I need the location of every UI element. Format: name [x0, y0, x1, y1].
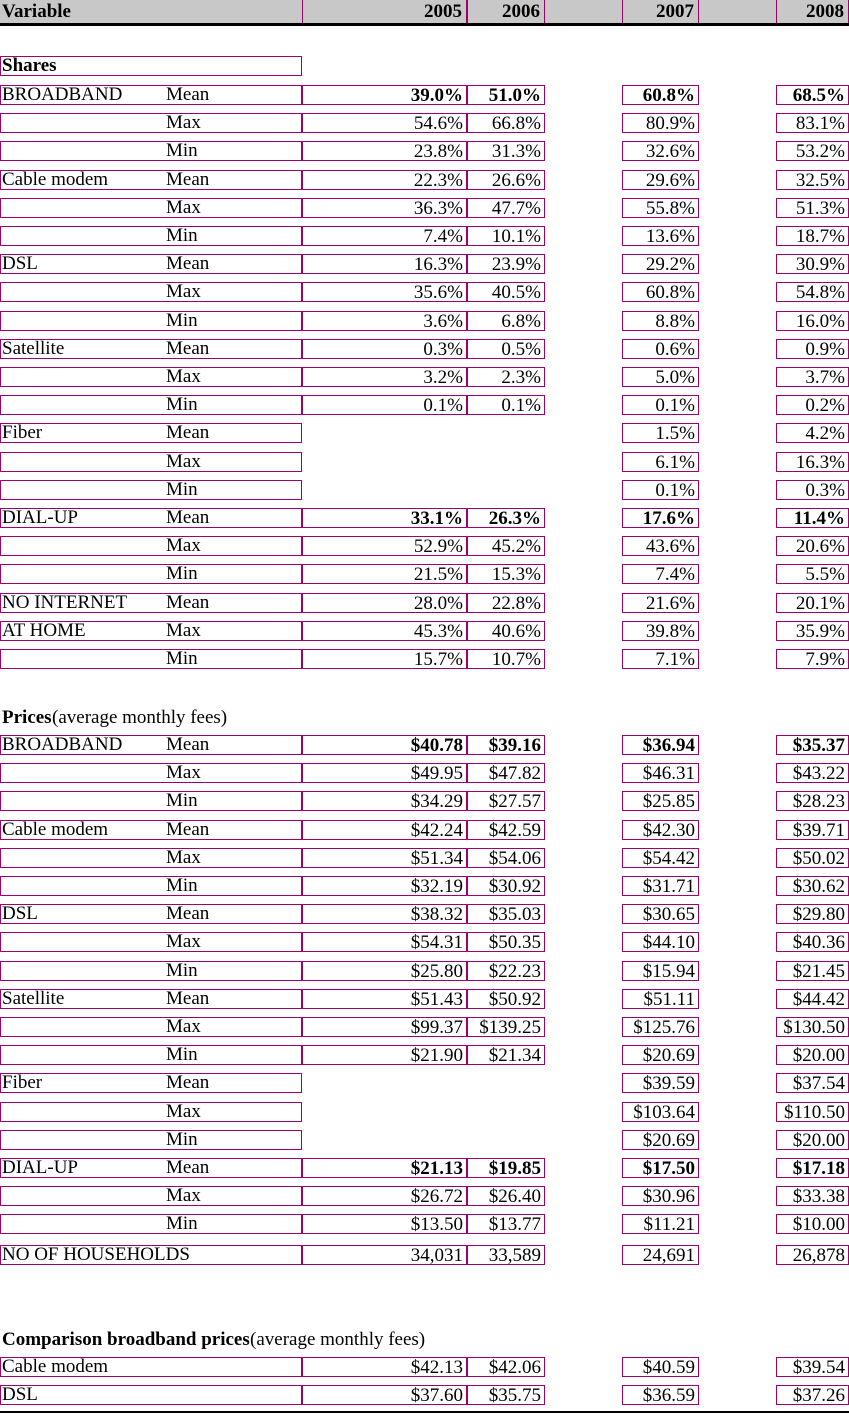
value-cell-2006: $35.03 — [467, 904, 545, 924]
row-stat-label: Mean — [166, 1072, 210, 1094]
comparison-title: Comparison broadband prices — [2, 1329, 250, 1350]
row-label-box — [0, 848, 302, 868]
value-cell-2005: 54.6% — [302, 113, 467, 133]
value-cell-2007: 29.2% — [622, 254, 699, 274]
row-label-box — [0, 254, 302, 274]
row-label-box — [0, 367, 302, 387]
comparison-value-2007: $40.59 — [622, 1357, 699, 1377]
value-cell-2005: $42.24 — [302, 820, 467, 840]
value-cell-2008: 20.1% — [776, 593, 849, 613]
row-stat-label: Min — [166, 1128, 198, 1150]
value-cell-2008: $20.00 — [776, 1130, 849, 1150]
value-cell-2008: 5.5% — [776, 564, 849, 584]
value-cell-2007: 0.1% — [622, 395, 699, 415]
row-label-box — [0, 904, 302, 924]
prices-title: Prices — [2, 707, 52, 728]
row-stat-label: Mean — [166, 168, 210, 190]
row-group-label: Satellite — [2, 337, 65, 359]
value-cell-2006: $30.92 — [467, 876, 545, 896]
value-cell-2005: 23.8% — [302, 141, 467, 161]
value-cell-2006: $47.82 — [467, 763, 545, 783]
value-cell-2007: 60.8% — [622, 282, 699, 302]
header-year-2006: 2006 — [467, 0, 545, 23]
value-cell-2007: 6.1% — [622, 452, 699, 472]
value-cell-2008: $10.00 — [776, 1214, 849, 1234]
value-cell-2008: 54.8% — [776, 282, 849, 302]
row-stat-label: Min — [166, 1044, 198, 1066]
households-label: NO OF HOUSEHOLDS — [2, 1244, 190, 1265]
row-stat-label: Mean — [166, 253, 210, 275]
value-cell-2008: 32.5% — [776, 170, 849, 190]
value-cell-2008: $20.00 — [776, 1045, 849, 1065]
row-stat-label: Min — [166, 790, 198, 812]
value-cell-2006: 6.8% — [467, 311, 545, 331]
row-label-box — [0, 395, 302, 415]
comparison-subtitle: (average monthly fees) — [250, 1329, 426, 1350]
value-cell-2008: 0.2% — [776, 395, 849, 415]
value-cell-2007: $51.11 — [622, 989, 699, 1009]
value-cell-2008: 7.9% — [776, 649, 849, 669]
value-cell-2006: 23.9% — [467, 254, 545, 274]
row-label-box — [0, 452, 302, 472]
value-cell-2005: 7.4% — [302, 226, 467, 246]
row-stat-label: Min — [166, 563, 198, 585]
row-stat-label: Mean — [166, 734, 210, 755]
row-label-box — [0, 649, 302, 669]
value-cell-2007: $36.94 — [622, 735, 699, 755]
value-cell-2008: $130.50 — [776, 1017, 849, 1037]
value-cell-2005: 45.3% — [302, 621, 467, 641]
row-stat-label: Min — [166, 959, 198, 981]
value-cell-2006: $13.77 — [467, 1214, 545, 1234]
value-cell-2006: $42.59 — [467, 820, 545, 840]
row-label-box — [0, 564, 302, 584]
value-cell-2006: $27.57 — [467, 791, 545, 811]
row-stat-label: Max — [166, 931, 201, 953]
row-group-label: NO INTERNET — [2, 591, 128, 613]
value-cell-2006: 40.5% — [467, 282, 545, 302]
value-cell-2008: $35.37 — [776, 735, 849, 755]
row-group-label: Cable modem — [2, 168, 109, 190]
row-group-label: BROADBAND — [2, 84, 123, 105]
value-cell-2008: $30.62 — [776, 876, 849, 896]
comparison-label-box — [0, 1385, 302, 1405]
row-label-box — [0, 876, 302, 896]
row-label-box — [0, 141, 302, 161]
value-cell-2008: $39.71 — [776, 820, 849, 840]
value-cell-2008: $29.80 — [776, 904, 849, 924]
value-cell-2006: $39.16 — [467, 735, 545, 755]
row-label-box — [0, 198, 302, 218]
value-cell-2008: $33.38 — [776, 1186, 849, 1206]
comparison-row-label: DSL — [2, 1384, 38, 1405]
value-cell-2008: 0.9% — [776, 339, 849, 359]
value-cell-2007: 0.6% — [622, 339, 699, 359]
shares-title: Shares — [2, 55, 57, 76]
row-label-box — [0, 423, 302, 443]
value-cell-2007: 39.8% — [622, 621, 699, 641]
row-label-box — [0, 1017, 302, 1037]
row-stat-label: Min — [166, 309, 198, 331]
value-cell-2006: 22.8% — [467, 593, 545, 613]
value-cell-2006: 0.5% — [467, 339, 545, 359]
value-cell-2005: 52.9% — [302, 536, 467, 556]
comparison-value-2005: $42.13 — [302, 1357, 467, 1377]
value-cell-2007: $54.42 — [622, 848, 699, 868]
row-label-box — [0, 932, 302, 952]
value-cell-2007: 29.6% — [622, 170, 699, 190]
value-cell-2008: 0.3% — [776, 480, 849, 500]
value-cell-2005: 0.3% — [302, 339, 467, 359]
row-stat-label: Mean — [166, 591, 210, 613]
value-cell-2007: $20.69 — [622, 1130, 699, 1150]
row-group-label: BROADBAND — [2, 734, 123, 755]
value-cell-2007: 1.5% — [622, 423, 699, 443]
value-cell-2006: 0.1% — [467, 395, 545, 415]
value-cell-2006: 45.2% — [467, 536, 545, 556]
value-cell-2008: 53.2% — [776, 141, 849, 161]
value-cell-2006: 31.3% — [467, 141, 545, 161]
value-cell-2005: $99.37 — [302, 1017, 467, 1037]
value-cell-2008: 16.0% — [776, 311, 849, 331]
row-stat-label: Min — [166, 1213, 198, 1235]
value-cell-2007: 0.1% — [622, 480, 699, 500]
value-cell-2005: 22.3% — [302, 170, 467, 190]
row-stat-label: Min — [166, 394, 198, 416]
row-label-box — [0, 791, 302, 811]
value-cell-2008: 20.6% — [776, 536, 849, 556]
row-group-label: AT HOME — [2, 619, 86, 641]
value-cell-2005: $21.90 — [302, 1045, 467, 1065]
value-cell-2005: $38.32 — [302, 904, 467, 924]
value-cell-2005: $13.50 — [302, 1214, 467, 1234]
value-cell-2008: $21.45 — [776, 961, 849, 981]
value-cell-2007: 55.8% — [622, 198, 699, 218]
row-group-label: DSL — [2, 253, 38, 275]
households-value-2008: 26,878 — [776, 1245, 849, 1265]
value-cell-2006: 2.3% — [467, 367, 545, 387]
row-group-label: DSL — [2, 903, 38, 925]
value-cell-2006: 10.7% — [467, 649, 545, 669]
row-stat-label: Mean — [166, 84, 210, 105]
value-cell-2005: 3.2% — [302, 367, 467, 387]
value-cell-2007: $17.50 — [622, 1158, 699, 1178]
value-cell-2008: 30.9% — [776, 254, 849, 274]
value-cell-2006: $26.40 — [467, 1186, 545, 1206]
value-cell-2006: 47.7% — [467, 198, 545, 218]
row-label-box — [0, 1073, 302, 1093]
households-value-2005: 34,031 — [302, 1245, 467, 1265]
row-stat-label: Max — [166, 366, 201, 387]
value-cell-2007: $30.65 — [622, 904, 699, 924]
row-group-label: DIAL-UP — [2, 507, 78, 528]
value-cell-2008: $110.50 — [776, 1102, 849, 1122]
row-stat-label: Mean — [166, 987, 210, 1009]
header-variable: Variable — [2, 1, 71, 22]
row-stat-label: Max — [166, 112, 201, 134]
value-cell-2005: $26.72 — [302, 1186, 467, 1206]
value-cell-2006: 10.1% — [467, 226, 545, 246]
comparison-value-2008: $39.54 — [776, 1357, 849, 1377]
row-stat-label: Mean — [166, 903, 210, 925]
value-cell-2008: 35.9% — [776, 621, 849, 641]
value-cell-2008: $43.22 — [776, 763, 849, 783]
value-cell-2005: $25.80 — [302, 961, 467, 981]
value-cell-2008: 3.7% — [776, 367, 849, 387]
row-label-box — [0, 1130, 302, 1150]
row-stat-label: Max — [166, 619, 201, 641]
value-cell-2008: 18.7% — [776, 226, 849, 246]
value-cell-2006: 51.0% — [467, 85, 545, 105]
value-cell-2005: 16.3% — [302, 254, 467, 274]
value-cell-2008: $50.02 — [776, 848, 849, 868]
header-year-2008: 2008 — [776, 0, 849, 23]
value-cell-2005: 35.6% — [302, 282, 467, 302]
header-row — [0, 0, 849, 26]
row-stat-label: Max — [166, 1100, 201, 1122]
value-cell-2008: $44.42 — [776, 989, 849, 1009]
value-cell-2007: 21.6% — [622, 593, 699, 613]
value-cell-2005: $54.31 — [302, 932, 467, 952]
value-cell-2006: $50.92 — [467, 989, 545, 1009]
households-value-2007: 24,691 — [622, 1245, 699, 1265]
value-cell-2006: $54.06 — [467, 848, 545, 868]
prices-subtitle: (average monthly fees) — [52, 707, 228, 728]
row-group-label: DIAL-UP — [2, 1157, 78, 1178]
value-cell-2008: 83.1% — [776, 113, 849, 133]
row-label-box — [0, 1102, 302, 1122]
row-stat-label: Max — [166, 535, 201, 557]
header-year-2005: 2005 — [302, 0, 467, 23]
row-label-box — [0, 311, 302, 331]
value-cell-2007: 32.6% — [622, 141, 699, 161]
row-stat-label: Max — [166, 1016, 201, 1037]
value-cell-2007: 5.0% — [622, 367, 699, 387]
header-year-2007: 2007 — [622, 0, 699, 23]
value-cell-2005: $21.13 — [302, 1158, 467, 1178]
value-cell-2007: $103.64 — [622, 1102, 699, 1122]
row-stat-label: Mean — [166, 818, 210, 840]
value-cell-2007: 17.6% — [622, 508, 699, 528]
value-cell-2008: $40.36 — [776, 932, 849, 952]
row-group-label: Fiber — [2, 1072, 43, 1094]
value-cell-2005: $40.78 — [302, 735, 467, 755]
row-stat-label: Min — [166, 875, 198, 896]
value-cell-2005: 33.1% — [302, 508, 467, 528]
value-cell-2008: 16.3% — [776, 452, 849, 472]
value-cell-2006: 66.8% — [467, 113, 545, 133]
value-cell-2006: $139.25 — [467, 1017, 545, 1037]
value-cell-2007: $11.21 — [622, 1214, 699, 1234]
row-group-label: Satellite — [2, 987, 65, 1009]
value-cell-2006: 40.6% — [467, 621, 545, 641]
comparison-value-2006: $35.75 — [467, 1385, 545, 1405]
value-cell-2005: 15.7% — [302, 649, 467, 669]
row-label-box — [0, 282, 302, 302]
value-cell-2005: 36.3% — [302, 198, 467, 218]
value-cell-2007: 60.8% — [622, 85, 699, 105]
value-cell-2007: $44.10 — [622, 932, 699, 952]
row-group-label: Fiber — [2, 422, 43, 444]
row-stat-label: Max — [166, 450, 201, 472]
row-stat-label: Min — [166, 140, 198, 162]
row-stat-label: Min — [166, 478, 198, 500]
value-cell-2006: 26.3% — [467, 508, 545, 528]
value-cell-2008: 51.3% — [776, 198, 849, 218]
households-value-2006: 33,589 — [467, 1245, 545, 1265]
value-cell-2005: 0.1% — [302, 395, 467, 415]
value-cell-2008: 11.4% — [776, 508, 849, 528]
value-cell-2005: 3.6% — [302, 311, 467, 331]
value-cell-2007: 13.6% — [622, 226, 699, 246]
value-cell-2006: 26.6% — [467, 170, 545, 190]
comparison-value-2005: $37.60 — [302, 1385, 467, 1405]
value-cell-2005: $34.29 — [302, 791, 467, 811]
value-cell-2005: 39.0% — [302, 85, 467, 105]
row-stat-label: Min — [166, 648, 198, 669]
value-cell-2008: $17.18 — [776, 1158, 849, 1178]
row-label-box — [0, 763, 302, 783]
value-cell-2007: 7.1% — [622, 649, 699, 669]
row-label-box — [0, 1214, 302, 1234]
comparison-row-label: Cable modem — [2, 1356, 109, 1377]
value-cell-2007: 7.4% — [622, 564, 699, 584]
row-label-box — [0, 226, 302, 246]
value-cell-2008: 4.2% — [776, 423, 849, 443]
row-stat-label: Max — [166, 1185, 201, 1207]
value-cell-2007: $30.96 — [622, 1186, 699, 1206]
value-cell-2007: $15.94 — [622, 961, 699, 981]
value-cell-2008: 68.5% — [776, 85, 849, 105]
row-stat-label: Min — [166, 225, 198, 246]
row-stat-label: Max — [166, 762, 201, 784]
row-label-box — [0, 480, 302, 500]
value-cell-2006: $21.34 — [467, 1045, 545, 1065]
row-label-box — [0, 113, 302, 133]
row-label-box — [0, 1045, 302, 1065]
value-cell-2007: $42.30 — [622, 820, 699, 840]
value-cell-2007: $25.85 — [622, 791, 699, 811]
bottom-rule — [0, 1411, 849, 1413]
value-cell-2006: $22.23 — [467, 961, 545, 981]
value-cell-2007: 43.6% — [622, 536, 699, 556]
value-cell-2005: $49.95 — [302, 763, 467, 783]
value-cell-2005: $32.19 — [302, 876, 467, 896]
value-cell-2006: $19.85 — [467, 1158, 545, 1178]
row-stat-label: Mean — [166, 422, 210, 444]
row-label-box — [0, 961, 302, 981]
value-cell-2006: 15.3% — [467, 564, 545, 584]
row-label-box — [0, 1186, 302, 1206]
value-cell-2007: $46.31 — [622, 763, 699, 783]
row-stat-label: Mean — [166, 337, 210, 359]
comparison-value-2008: $37.26 — [776, 1385, 849, 1405]
row-group-label: Cable modem — [2, 818, 109, 840]
value-cell-2007: $20.69 — [622, 1045, 699, 1065]
value-cell-2007: $39.59 — [622, 1073, 699, 1093]
comparison-value-2007: $36.59 — [622, 1385, 699, 1405]
value-cell-2005: 21.5% — [302, 564, 467, 584]
value-cell-2007: $125.76 — [622, 1017, 699, 1037]
value-cell-2005: $51.34 — [302, 848, 467, 868]
row-label-box — [0, 536, 302, 556]
value-cell-2005: 28.0% — [302, 593, 467, 613]
row-stat-label: Max — [166, 846, 201, 868]
row-stat-label: Mean — [166, 1157, 210, 1178]
value-cell-2005: $51.43 — [302, 989, 467, 1009]
row-stat-label: Max — [166, 281, 201, 303]
value-cell-2008: $37.54 — [776, 1073, 849, 1093]
row-stat-label: Max — [166, 196, 201, 218]
value-cell-2007: $31.71 — [622, 876, 699, 896]
value-cell-2006: $50.35 — [467, 932, 545, 952]
value-cell-2007: 8.8% — [622, 311, 699, 331]
value-cell-2008: $28.23 — [776, 791, 849, 811]
row-stat-label: Mean — [166, 507, 210, 528]
comparison-value-2006: $42.06 — [467, 1357, 545, 1377]
value-cell-2007: 80.9% — [622, 113, 699, 133]
